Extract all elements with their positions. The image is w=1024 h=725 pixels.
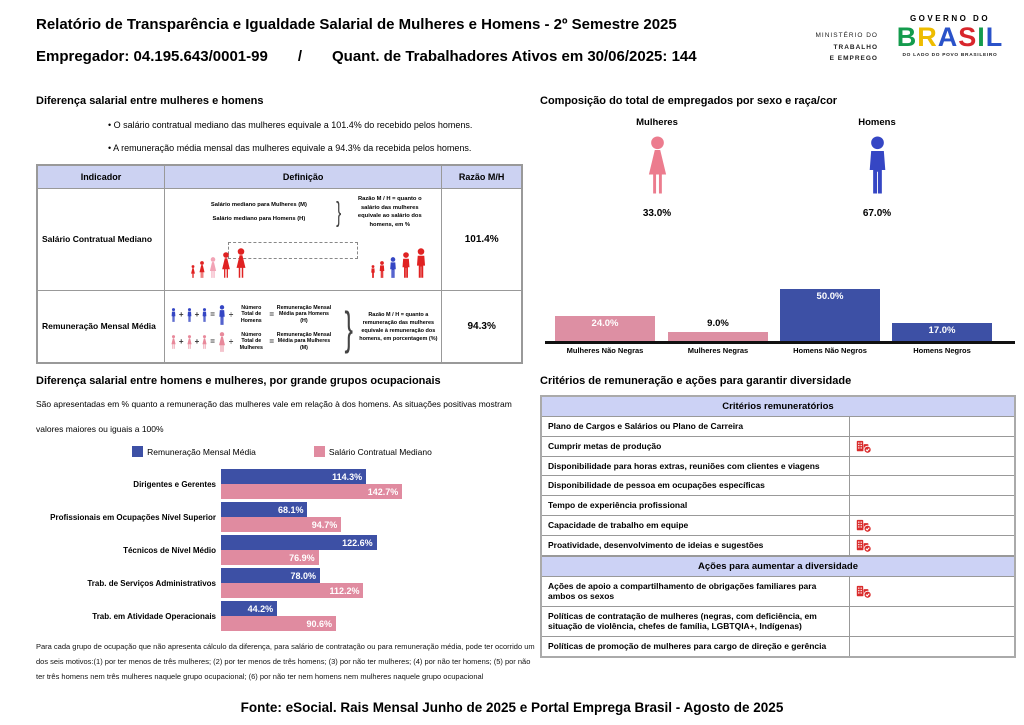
bullet-median-salary: • O salário contratual mediano das mulheres equivale a 101.4% do recebido pelos homens. — [108, 120, 523, 130]
gov-brasil-logo — [886, 14, 1014, 58]
women-percentage: 33.0% — [642, 208, 672, 219]
woman-icon — [170, 335, 177, 349]
man-icon-median — [388, 257, 398, 278]
plus-sign: + — [178, 337, 184, 346]
company-check-icon — [856, 439, 872, 454]
col-razao: Razão M/H — [442, 165, 522, 189]
ratio-value-median: 101.4% — [442, 189, 522, 291]
brace-glyph: } — [344, 302, 353, 354]
ministry-line1: MINISTÉRIO DO — [815, 32, 878, 39]
bar-value-label: 44.2% — [247, 603, 274, 614]
chart-row — [36, 469, 528, 499]
race-gender-bar-chart — [545, 279, 1015, 355]
table-row-remuneracao-media — [37, 291, 522, 363]
man-icon-large — [864, 136, 891, 194]
brand-letter: R — [917, 22, 938, 52]
criteria-label: Políticas de promoção de mulheres para cargo de direção e gerência — [542, 637, 850, 656]
chart-description: São apresentadas em % quanto a remuneração das mulheres vale em relação à dos homens. As situações positivas mostram valores maiores ou iguais a 100% — [36, 399, 512, 434]
bar-value-label: 50.0% — [816, 291, 844, 302]
legend-swatch-blue — [132, 446, 143, 457]
women-result-label: Remuneração Mensal Média para Mulheres (M) — [276, 331, 332, 351]
criteria-row — [542, 577, 1014, 607]
woman-icon — [186, 335, 193, 349]
gov-logo-top: GOVERNO DO — [909, 14, 991, 23]
criteria-row — [542, 496, 1014, 516]
section-title: Composição do total de empregados por sexo e raça/cor — [540, 95, 838, 107]
woman-icon — [190, 265, 196, 278]
bar-salario — [221, 517, 341, 532]
indicator-name: Remuneração Mensal Média — [37, 291, 164, 363]
bar-salario — [221, 484, 402, 499]
woman-icon — [234, 248, 248, 278]
bar-homens-negros — [892, 323, 992, 341]
category-label: Trab. de Serviços Administrativos — [87, 578, 216, 588]
bar-remuneracao — [221, 502, 307, 517]
criteria-label: Proatividade, desenvolvimento de ideias e sugestões — [542, 536, 850, 555]
bar-value-label: 94.7% — [311, 519, 338, 530]
company-check-icon — [856, 584, 872, 599]
section-title: Diferença salarial entre homens e mulheres, por grande grupos ocupacionais — [36, 375, 441, 387]
men-result-label: Remuneração Mensal Média para Homens (H) — [276, 304, 332, 324]
men-label: Homens — [858, 117, 896, 128]
category-label: Dirigentes e Gerentes — [133, 479, 216, 489]
chart-row — [36, 502, 528, 532]
x-axis-label: Mulheres Não Negras — [566, 346, 644, 355]
category-label: Trab. em Atividade Operacionais — [92, 611, 216, 621]
legend-label: Remuneração Mensal Média — [147, 446, 256, 457]
bar-mulheres-nao-negras — [555, 316, 655, 341]
category-label: Técnicos de Nível Médio — [123, 545, 216, 555]
criteria-label: Ações de apoio a compartilhamento de obrigações familiares para ambos os sexos — [542, 577, 850, 606]
women-average-formula — [170, 332, 339, 352]
employer-id: Empregador: 04.195.643/0001-99 — [36, 48, 268, 65]
ministry-line3: E EMPREGO — [829, 55, 878, 63]
bar-value-label: 76.9% — [289, 552, 315, 563]
ratio-explanation: Razão M / H = quanto a remuneração das mulheres equivale à remuneração dos homens, em porcentagem (%) — [359, 312, 438, 342]
bullet-mean-remuneration: • A remuneração média mensal das mulheres equivale a 94.3% da recebida pelos homens. — [108, 143, 523, 153]
active-workers-count: Quant. de Trabalhadores Ativos em 30/06/2025: 144 — [331, 48, 697, 65]
equals-sign: = — [210, 310, 215, 319]
criteria-label: Tempo de experiência profissional — [542, 496, 850, 515]
ratio-value-mean: 94.3% — [442, 291, 522, 363]
report-subtitle — [36, 48, 697, 65]
woman-icon-median — [208, 257, 218, 278]
woman-icon — [220, 252, 232, 278]
men-percentage: 67.0% — [862, 208, 892, 219]
woman-icon-large — [217, 332, 227, 352]
brand-letter: A — [937, 22, 959, 52]
chart-row — [36, 601, 528, 631]
women-share — [592, 117, 722, 219]
bar-remuneracao — [221, 601, 277, 616]
source-footer: Fonte: eSocial. Rais Mensal Junho de 2025 e Portal Emprega Brasil - Agosto de 2025 — [240, 700, 784, 715]
criteria-row — [542, 457, 1014, 477]
category-label: Profissionais em Ocupações Nível Superior — [50, 512, 216, 522]
plus-sign: + — [194, 310, 200, 319]
men-share — [812, 117, 942, 219]
brand-letter: B — [896, 22, 918, 52]
bar-value-label: 24.0% — [591, 318, 619, 330]
chart-footnote: Para cada grupo de ocupação que não apresenta cálculo da diferença, para salário de contratação ou para remuneração média, pode ter ocorrido um dos seis motivos:(1) por ter menos de três mulheres; (2) por ter menos de três homens; (3) por não ter mulheres; (4) por não ter homens; (5) por não ter três homens nem três mulheres naquele grupo ocupacional; (6) por não ter nem homens nem mulheres naquele grupo ocupacional — [36, 642, 535, 681]
col-definicao: Definição — [164, 165, 441, 189]
company-check-icon — [856, 518, 872, 533]
men-divisor-label: Número Total de Homens — [240, 304, 262, 324]
criteria-row — [542, 536, 1014, 556]
bar-salario — [221, 616, 336, 631]
equals-sign: = — [210, 337, 215, 346]
brand-letter: L — [985, 22, 1004, 52]
median-people-diagram — [176, 236, 430, 284]
equals-sign: = — [269, 337, 274, 346]
men-average-formula — [170, 305, 339, 325]
women-divisor-label: Número Total de Mulheres — [239, 331, 263, 351]
table-header-row — [37, 165, 522, 189]
x-axis-label: Homens Negros — [913, 346, 971, 355]
legend-swatch-pink — [314, 446, 325, 457]
man-icon — [370, 265, 376, 278]
man-icon — [400, 252, 412, 278]
criteria-header-remuneratorios: Critérios remuneratórios — [542, 397, 1014, 417]
criteria-label: Plano de Cargos e Salários ou Plano de Carreira — [542, 417, 850, 436]
criteria-label: Políticas de contratação de mulheres (negras, com deficiência, em situação de violência, chefes de família, LGBTQIA+, Indígenas) — [542, 607, 850, 636]
brand-letter: S — [958, 22, 978, 52]
criteria-row — [542, 516, 1014, 536]
table-row-salario-mediano — [37, 189, 522, 291]
brasil-wordmark — [886, 24, 1014, 51]
woman-icon — [198, 261, 206, 278]
section-criteria — [540, 375, 1016, 658]
ministry-logo — [800, 30, 878, 65]
chart-legend — [36, 446, 528, 457]
man-icon — [201, 308, 208, 322]
men-group-pictogram — [370, 248, 428, 278]
legend-label: Salário Contratual Mediano — [328, 446, 432, 457]
section-salary-difference — [36, 95, 523, 364]
man-icon-large — [217, 305, 227, 325]
subtitle-separator: / — [297, 48, 302, 65]
criteria-label: Capacidade de trabalho em equipe — [542, 516, 850, 535]
bar-value-label: 114.3% — [332, 471, 363, 482]
woman-icon — [201, 335, 208, 349]
bar-value-label: 78.0% — [290, 570, 317, 581]
woman-icon-large — [644, 136, 671, 194]
women-group-pictogram — [190, 248, 248, 278]
bar-value-label: 122.6% — [342, 537, 373, 548]
man-icon — [170, 308, 177, 322]
bar-remuneracao — [221, 469, 366, 484]
divide-sign: ÷ — [228, 337, 234, 346]
legend-item-pink — [314, 446, 432, 457]
criteria-row — [542, 476, 1014, 496]
man-icon — [414, 248, 428, 278]
bar-value-label: 17.0% — [928, 325, 956, 337]
col-indicador: Indicador — [37, 165, 164, 189]
chart-row — [36, 568, 528, 598]
section-occupational-chart — [36, 375, 535, 684]
bar-value-label: 90.6% — [306, 618, 333, 629]
equals-sign: = — [269, 310, 274, 319]
criteria-label: Disponibilidade para horas extras, reuniões com clientes e viagens — [542, 457, 850, 476]
divide-sign: ÷ — [228, 310, 234, 319]
section-title: Critérios de remuneração e ações para garantir diversidade — [540, 375, 852, 387]
brand-letter: I — [977, 22, 986, 52]
brace-glyph: } — [336, 196, 342, 228]
criteria-label: Cumprir metas de produção — [542, 437, 850, 456]
bar-remuneracao — [221, 568, 320, 583]
women-label: Mulheres — [636, 117, 678, 128]
x-axis-label: Homens Não Negros — [793, 346, 867, 355]
bar-value-label: 68.1% — [277, 504, 304, 515]
section-composition — [540, 95, 1016, 373]
chart-row — [36, 535, 528, 565]
bar-mulheres-negras — [668, 317, 768, 341]
plus-sign: + — [194, 337, 200, 346]
ratio-explanation: Razão M / H = quanto o salário das mulheres equivale ao salário dos homens, em % — [357, 196, 422, 229]
x-axis-label: Mulheres Negras — [687, 346, 749, 355]
man-icon — [186, 308, 193, 322]
legend-item-blue — [132, 446, 256, 457]
criteria-label: Disponibilidade de pessoa em ocupações específicas — [542, 476, 850, 495]
bar-value-label: 9.0% — [707, 317, 729, 329]
bar-value-label: 112.2% — [329, 585, 360, 596]
ministry-line2: TRABALHO — [833, 43, 878, 51]
indicator-table — [36, 164, 523, 364]
bar-homens-nao-negros — [780, 289, 880, 341]
plus-sign: + — [178, 310, 184, 319]
criteria-row — [542, 417, 1014, 437]
man-icon — [378, 261, 386, 278]
definition-line-men: Salário mediano para Homens (H) — [212, 216, 306, 223]
criteria-row — [542, 607, 1014, 637]
criteria-header-acoes: Ações para aumentar a diversidade — [542, 556, 1014, 577]
definition-cell — [164, 291, 441, 363]
criteria-table — [540, 395, 1016, 658]
bar-remuneracao — [221, 535, 377, 550]
section-title: Diferença salarial entre mulheres e homens — [36, 95, 264, 107]
bar-salario — [221, 583, 363, 598]
gov-logo-slogan: DO LADO DO POVO BRASILEIRO — [902, 53, 998, 58]
company-check-icon — [856, 538, 872, 553]
indicator-name: Salário Contratual Mediano — [37, 189, 164, 291]
criteria-row — [542, 437, 1014, 457]
criteria-row — [542, 637, 1014, 656]
bar-value-label: 142.7% — [367, 486, 399, 497]
definition-cell — [164, 189, 441, 291]
report-title: Relatório de Transparência e Igualdade Salarial de Mulheres e Homens - 2º Semestre 2025 — [36, 16, 677, 33]
definition-line-women: Salário mediano para Mulheres (M) — [210, 202, 307, 209]
bar-salario — [221, 550, 319, 565]
